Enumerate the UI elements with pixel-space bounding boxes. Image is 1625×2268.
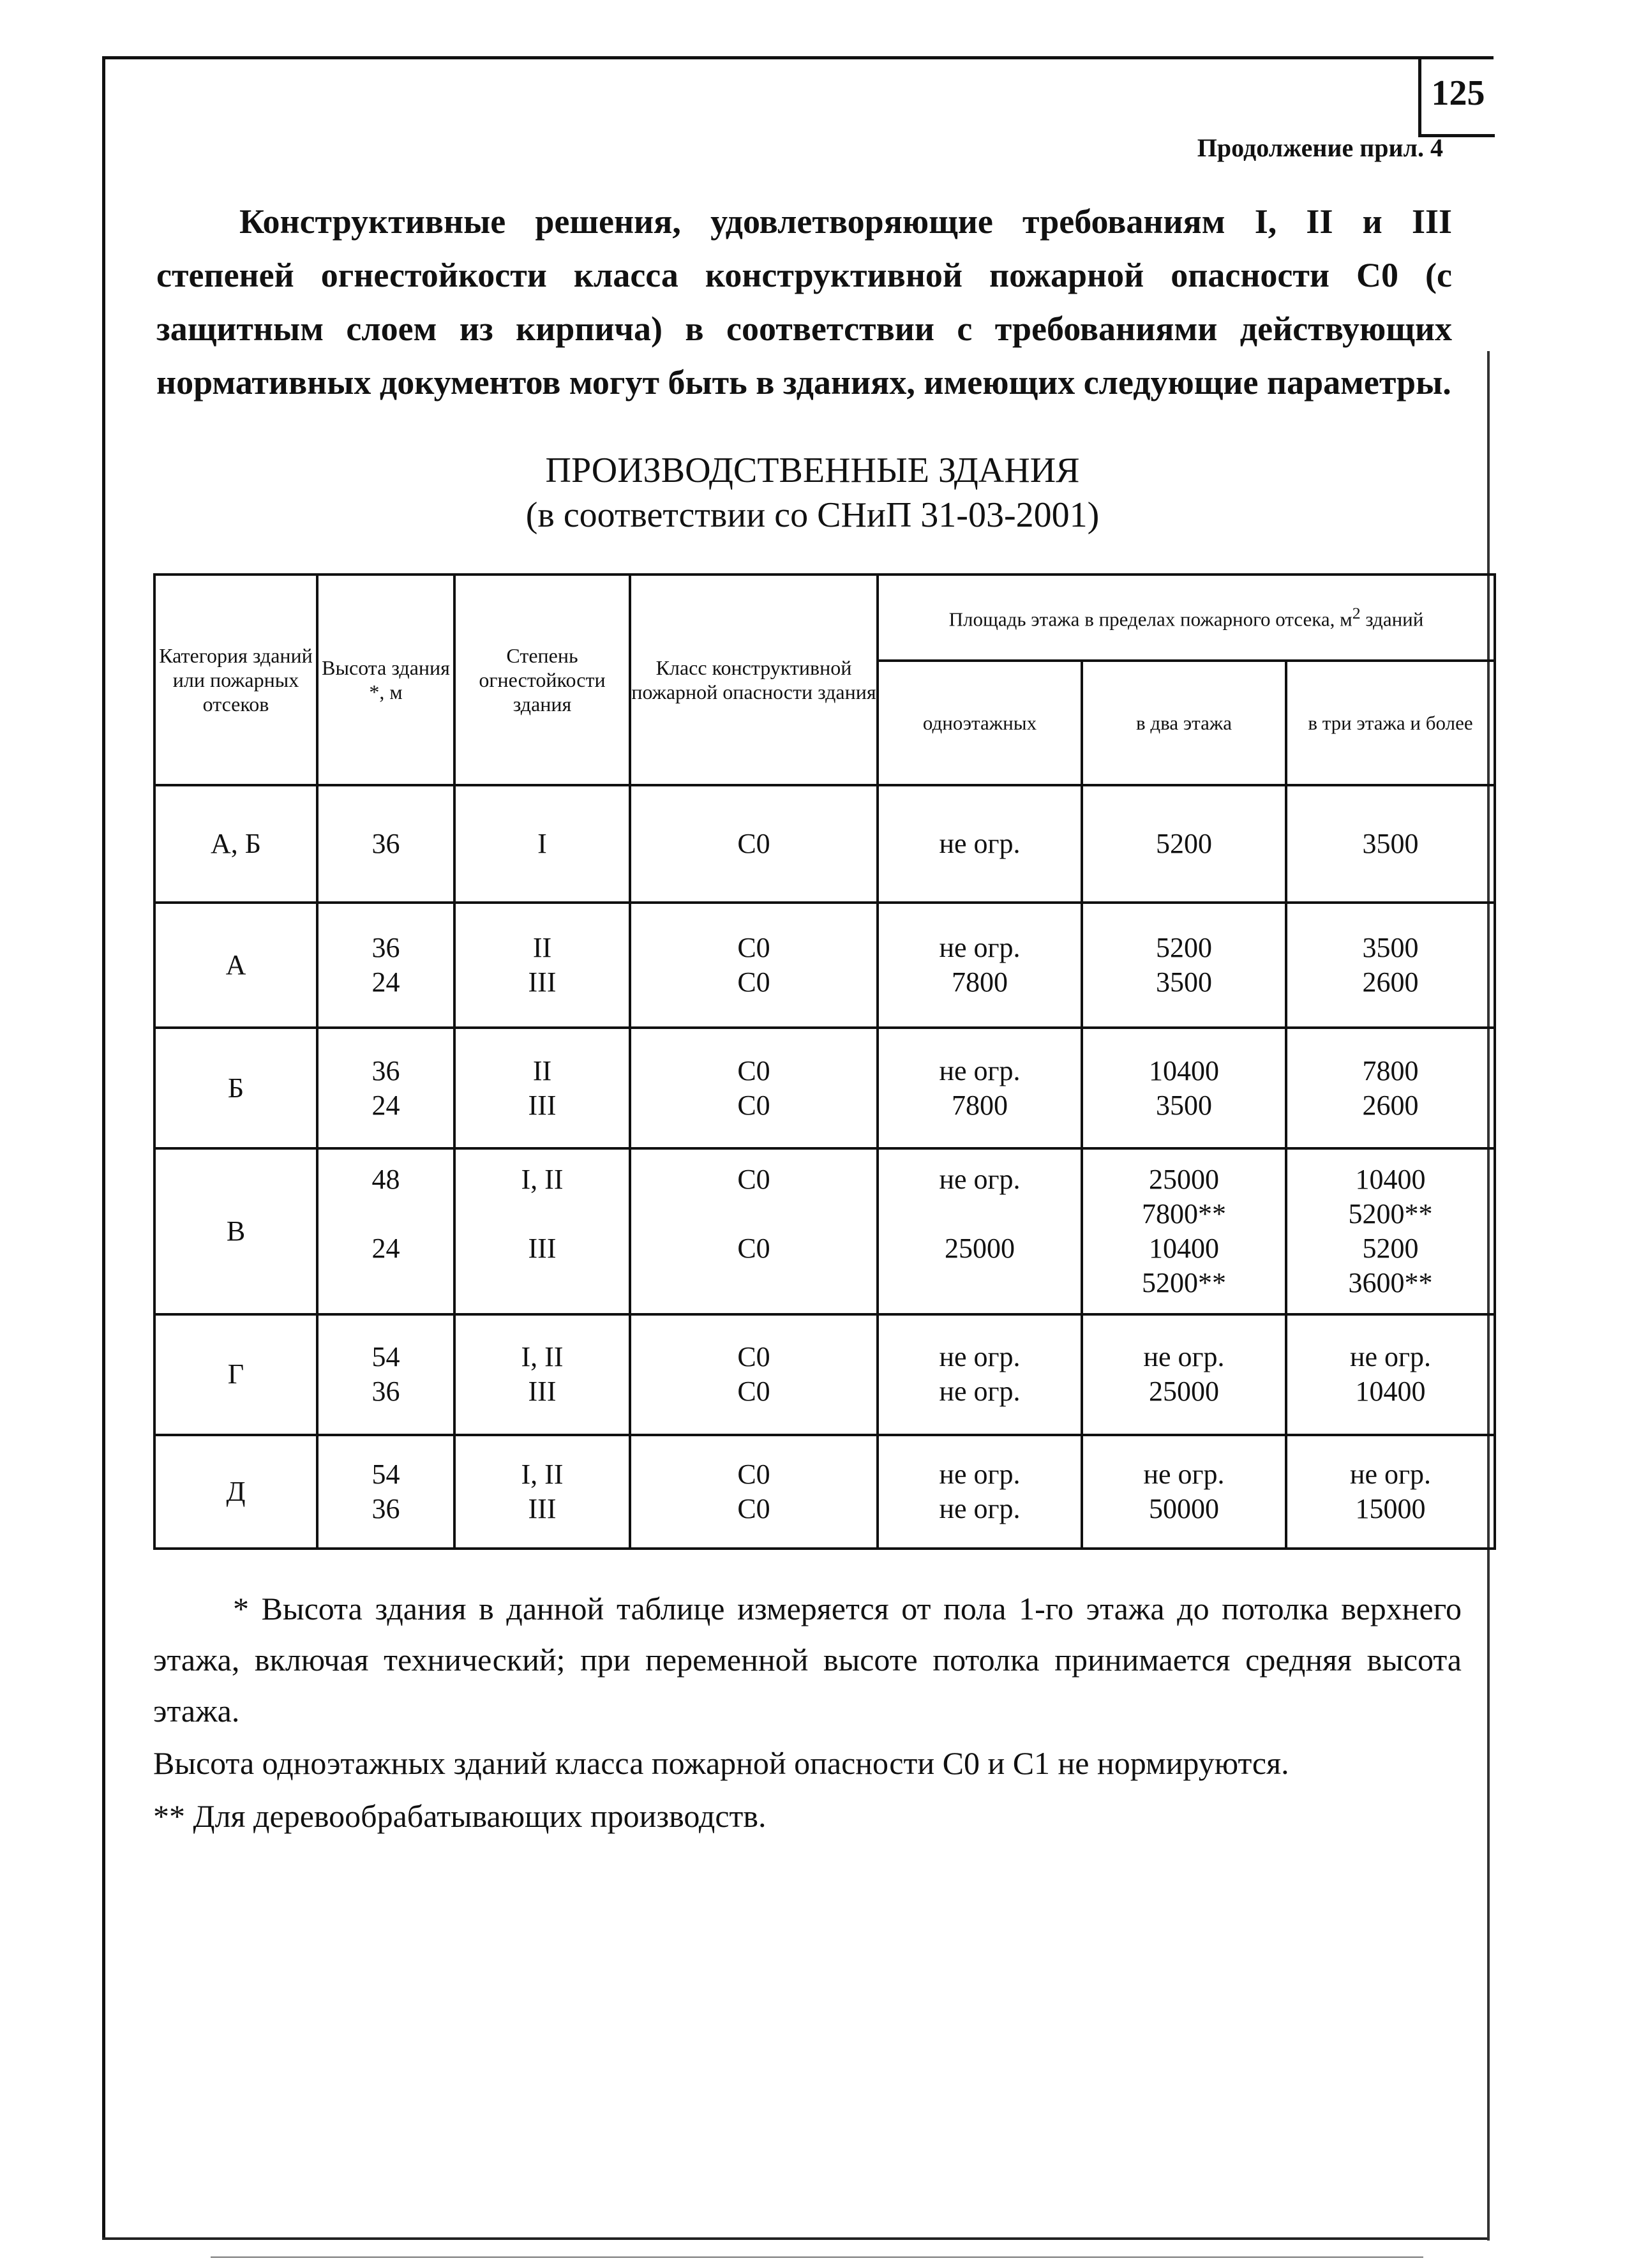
intro-paragraph: Конструктивные решения, удовлетворяющие требованиям I, II и III степеней огнестойкости класса конструктивной пожарной опасности С0 (с защитным слоем из кирпича) в соответствии с требованиями действующих нормативных документов могут быть в зданиях, имеющих следующие параметры. bbox=[156, 202, 1452, 402]
cell-value: 10400 bbox=[1149, 1055, 1219, 1086]
cell-value: С0 bbox=[737, 931, 770, 963]
cell-value bbox=[879, 1197, 1081, 1231]
cell-value: не огр. bbox=[939, 1163, 1021, 1195]
cell-degree bbox=[454, 1435, 630, 1549]
cell-two bbox=[1082, 1314, 1286, 1435]
cell-value: 54 bbox=[371, 1341, 400, 1373]
cell-value: 48 bbox=[371, 1163, 400, 1195]
cell-value: III bbox=[528, 1089, 557, 1121]
cell-class bbox=[630, 1314, 878, 1435]
footnote-woodworking: ** Для деревообрабатывающих производств. bbox=[153, 1798, 767, 1834]
cell-class bbox=[630, 785, 878, 903]
header-single-storey: одноэтажных bbox=[878, 661, 1082, 785]
cell-category: Б bbox=[154, 1028, 317, 1148]
cell-value: 25000 bbox=[1149, 1163, 1219, 1195]
header-two-storey: в два этажа bbox=[1082, 661, 1286, 785]
cell-height bbox=[317, 785, 454, 903]
cell-category: Г bbox=[154, 1314, 317, 1435]
cell-value: 5200 bbox=[1156, 827, 1212, 859]
cell-value bbox=[631, 1266, 876, 1300]
cell-value: 54 bbox=[371, 1458, 400, 1490]
footnote-single-storey: Высота одноэтажных зданий класса пожарной опасности С0 и С1 не нормируются. bbox=[153, 1745, 1289, 1781]
cell-value: 36 bbox=[371, 1376, 400, 1408]
cell-value: 36 bbox=[371, 1492, 400, 1524]
cell-value: 7800 bbox=[952, 1089, 1008, 1121]
cell-three bbox=[1286, 1148, 1495, 1314]
cell-three bbox=[1286, 903, 1495, 1028]
cell-value: 24 bbox=[371, 966, 400, 998]
cell-value: 2600 bbox=[1362, 1089, 1419, 1121]
cell-value: 3600** bbox=[1348, 1266, 1433, 1298]
cell-value: 3500 bbox=[1362, 827, 1419, 859]
cell-value: С0 bbox=[737, 1163, 770, 1195]
cell-value: 10400 bbox=[1149, 1232, 1219, 1264]
cell-value: III bbox=[528, 1376, 557, 1408]
cell-two bbox=[1082, 1435, 1286, 1549]
cell-value: не огр. bbox=[939, 1341, 1021, 1373]
cell-value: I, II bbox=[521, 1163, 564, 1195]
frame-top-line bbox=[102, 56, 1494, 59]
cell-value: С0 bbox=[737, 1376, 770, 1408]
cell-value: 3500 bbox=[1362, 931, 1419, 963]
table-subtitle: (в соответствии со СНиП 31-03-2001) bbox=[525, 495, 1100, 535]
continuation-label: Продолжение прил. 4 bbox=[1197, 133, 1443, 162]
cell-value: С0 bbox=[737, 1055, 770, 1086]
cell-value: 5200 bbox=[1156, 931, 1212, 963]
cell-height bbox=[317, 1435, 454, 1549]
cell-two bbox=[1082, 1028, 1286, 1148]
cell-value: С0 bbox=[737, 1492, 770, 1524]
header-floor-area-text: Площадь этажа в пределах пожарного отсека, м bbox=[948, 608, 1352, 631]
cell-three bbox=[1286, 1028, 1495, 1148]
cell-three bbox=[1286, 1314, 1495, 1435]
cell-degree bbox=[454, 1148, 630, 1314]
cell-value: 25000 bbox=[1149, 1376, 1219, 1408]
cell-value: не огр. bbox=[1349, 1341, 1432, 1373]
table-row bbox=[154, 903, 1495, 1028]
cell-value: 3500 bbox=[1156, 1089, 1212, 1121]
cell-value: I, II bbox=[521, 1458, 564, 1490]
cell-single bbox=[878, 1148, 1082, 1314]
cell-value: С0 bbox=[737, 1458, 770, 1490]
cell-single bbox=[878, 785, 1082, 903]
cell-three bbox=[1286, 1435, 1495, 1549]
cell-value: I, II bbox=[521, 1341, 564, 1373]
cell-single bbox=[878, 1435, 1082, 1549]
cell-value: 5200** bbox=[1348, 1198, 1433, 1229]
frame-left-line bbox=[102, 56, 105, 2239]
buildings-table bbox=[153, 573, 1496, 1550]
cell-value: не огр. bbox=[1143, 1458, 1225, 1490]
cell-degree bbox=[454, 785, 630, 903]
cell-value: III bbox=[528, 1232, 557, 1264]
cell-height bbox=[317, 903, 454, 1028]
cell-two bbox=[1082, 785, 1286, 903]
header-floor-area-tail: зданий bbox=[1360, 608, 1424, 631]
cell-value: не огр. bbox=[939, 1458, 1021, 1490]
cell-value bbox=[456, 1197, 629, 1231]
cell-value: II bbox=[532, 931, 552, 963]
cell-value: не огр. bbox=[939, 827, 1021, 859]
page-number-box bbox=[1418, 59, 1495, 137]
table-row bbox=[154, 785, 1495, 903]
cell-value bbox=[318, 1266, 453, 1300]
cell-value: 7800** bbox=[1142, 1198, 1226, 1229]
cell-single bbox=[878, 1028, 1082, 1148]
cell-value: I bbox=[537, 827, 547, 859]
cell-category: А, Б bbox=[154, 785, 317, 903]
table-row bbox=[154, 1028, 1495, 1148]
cell-value: 10400 bbox=[1355, 1163, 1426, 1195]
footnote-height: * Высота здания в данной таблице измеряется от пола 1-го этажа до потолка верхнего этажа, включая технический; при переменной высоте потолка принимается средняя высота этажа. bbox=[153, 1591, 1462, 1729]
cell-height bbox=[317, 1314, 454, 1435]
cell-value: С0 bbox=[737, 966, 770, 998]
header-floor-area bbox=[878, 575, 1495, 661]
cell-class bbox=[630, 1028, 878, 1148]
page-number: 125 bbox=[1431, 73, 1485, 113]
cell-value: 10400 bbox=[1355, 1376, 1426, 1408]
frame-bottom-line-secondary bbox=[211, 2257, 1423, 2258]
cell-value: III bbox=[528, 1492, 557, 1524]
cell-value: 2600 bbox=[1362, 966, 1419, 998]
cell-value: С0 bbox=[737, 1341, 770, 1373]
cell-value bbox=[318, 1197, 453, 1231]
cell-value: 36 bbox=[371, 931, 400, 963]
cell-value: 36 bbox=[371, 827, 400, 859]
cell-degree bbox=[454, 1314, 630, 1435]
frame-bottom-line bbox=[102, 2237, 1487, 2240]
cell-value: 25000 bbox=[945, 1232, 1015, 1264]
cell-value bbox=[631, 1197, 876, 1231]
header-three-plus-storey: в три этажа и более bbox=[1286, 661, 1495, 785]
header-floor-area-sup: 2 bbox=[1352, 604, 1361, 623]
cell-value: 15000 bbox=[1355, 1492, 1426, 1524]
cell-value: II bbox=[532, 1055, 552, 1086]
cell-degree bbox=[454, 903, 630, 1028]
cell-category: А bbox=[154, 903, 317, 1028]
header-category: Категория зданий или пожарных отсеков bbox=[154, 575, 317, 785]
cell-value bbox=[456, 1266, 629, 1300]
cell-three bbox=[1286, 785, 1495, 903]
cell-class bbox=[630, 1148, 878, 1314]
cell-value: 24 bbox=[371, 1089, 400, 1121]
cell-value: 3500 bbox=[1156, 966, 1212, 998]
cell-value: С0 bbox=[737, 827, 770, 859]
cell-value: 24 bbox=[371, 1232, 400, 1264]
header-fire-resistance-degree: Степень огнестойкости здания bbox=[454, 575, 630, 785]
cell-value: не огр. bbox=[939, 1376, 1021, 1408]
header-construction-class: Класс конструктивной пожарной опасности здания bbox=[630, 575, 878, 785]
cell-value: не огр. bbox=[1349, 1458, 1432, 1490]
cell-value: С0 bbox=[737, 1232, 770, 1264]
header-height: Высота здания *, м bbox=[317, 575, 454, 785]
cell-value: С0 bbox=[737, 1089, 770, 1121]
table-row bbox=[154, 1314, 1495, 1435]
cell-value: III bbox=[528, 966, 557, 998]
cell-value: 5200 bbox=[1362, 1232, 1419, 1264]
cell-height bbox=[317, 1148, 454, 1314]
cell-value: не огр. bbox=[939, 1492, 1021, 1524]
cell-value: 5200** bbox=[1142, 1266, 1226, 1298]
cell-two bbox=[1082, 1148, 1286, 1314]
cell-degree bbox=[454, 1028, 630, 1148]
cell-value: 36 bbox=[371, 1055, 400, 1086]
cell-single bbox=[878, 1314, 1082, 1435]
cell-value: 7800 bbox=[952, 966, 1008, 998]
cell-value: 7800 bbox=[1362, 1055, 1419, 1086]
cell-value: не огр. bbox=[1143, 1341, 1225, 1373]
cell-category: Д bbox=[154, 1435, 317, 1549]
cell-single bbox=[878, 903, 1082, 1028]
cell-class bbox=[630, 903, 878, 1028]
cell-class bbox=[630, 1435, 878, 1549]
table-title: ПРОИЗВОДСТВЕННЫЕ ЗДАНИЯ bbox=[545, 451, 1080, 490]
cell-value bbox=[879, 1266, 1081, 1300]
cell-category: В bbox=[154, 1148, 317, 1314]
cell-height bbox=[317, 1028, 454, 1148]
table-row bbox=[154, 1435, 1495, 1549]
cell-value: не огр. bbox=[939, 931, 1021, 963]
cell-value: не огр. bbox=[939, 1055, 1021, 1086]
cell-value: 50000 bbox=[1149, 1492, 1219, 1524]
table-row bbox=[154, 1148, 1495, 1314]
cell-two bbox=[1082, 903, 1286, 1028]
